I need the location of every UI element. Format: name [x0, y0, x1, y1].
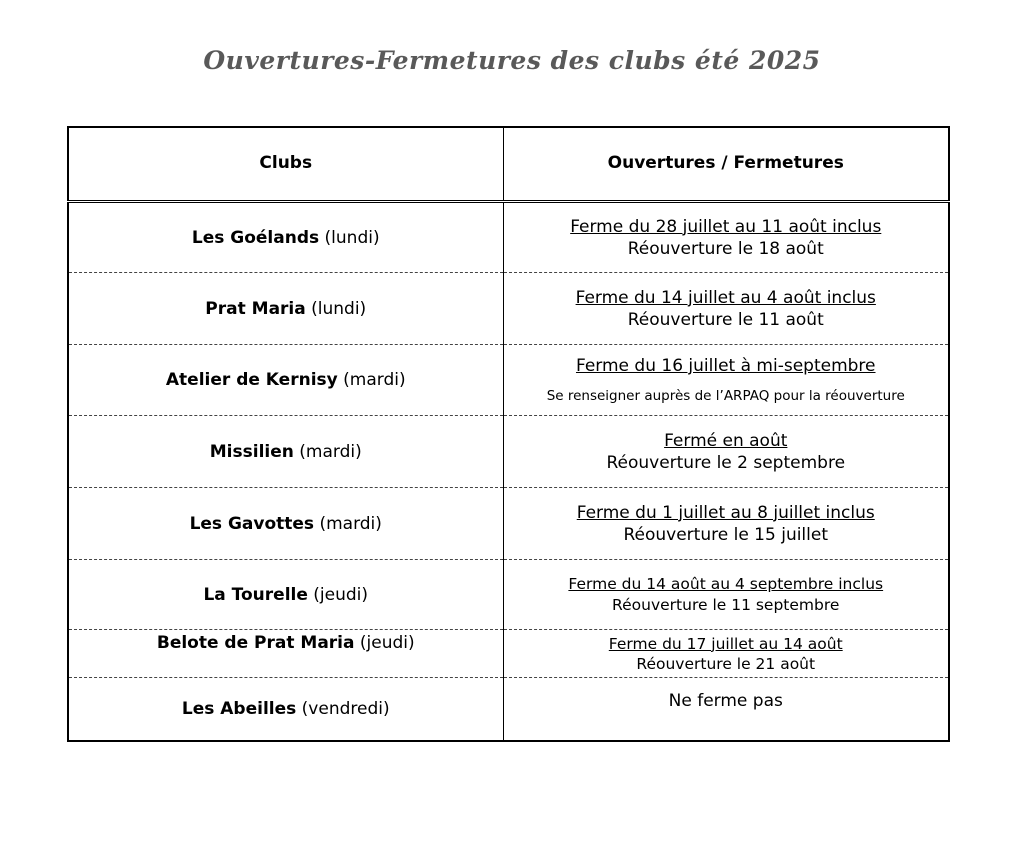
club-name: Belote de Prat Maria: [156, 633, 355, 653]
club-cell: [68, 678, 503, 741]
status-cell: [503, 416, 949, 488]
table-row: [68, 273, 949, 345]
closing-period: Ferme du 28 juillet au 11 août inclus: [570, 216, 882, 237]
club-name: La Tourelle: [203, 584, 308, 605]
club-cell: [68, 273, 503, 345]
table-header-row: [68, 127, 949, 202]
header-status: Ouvertures / Fermetures: [503, 127, 949, 202]
clubs-schedule-table: [67, 126, 950, 742]
table-row: [68, 560, 949, 630]
table-row: [68, 678, 949, 741]
club-day: (jeudi): [313, 584, 369, 605]
club-name: Atelier de Kernisy: [165, 370, 338, 390]
status-cell: [503, 630, 949, 678]
club-name: Missilien: [209, 441, 294, 462]
table-row: [68, 630, 949, 678]
club-day: (mardi): [343, 370, 406, 390]
page-title: Ouvertures-Fermetures des clubs été 2025: [203, 46, 821, 75]
closing-period: Ferme du 1 juillet au 8 juillet inclus: [576, 502, 875, 523]
reopening-date: Réouverture le 21 août: [636, 654, 816, 673]
club-day: (mardi): [319, 513, 382, 534]
status-text: Ne ferme pas: [668, 691, 783, 711]
club-day: (lundi): [324, 227, 380, 248]
closing-period: Ferme du 14 août au 4 septembre inclus: [568, 574, 884, 593]
reopening-date: Réouverture le 11 septembre: [612, 595, 840, 614]
status-cell: [503, 678, 949, 741]
status-cell: [503, 560, 949, 630]
status-cell: [503, 488, 949, 560]
closing-period: Ferme du 17 juillet au 14 août: [608, 634, 843, 653]
reopening-note: Se renseigner auprès de l’ARPAQ pour la réouverture: [546, 388, 905, 404]
reopening-date: Réouverture le 11 août: [627, 309, 824, 330]
club-cell: [68, 416, 503, 488]
club-name: Les Goélands: [191, 227, 320, 248]
club-name: Les Gavottes: [189, 513, 315, 534]
table-row: [68, 345, 949, 416]
club-day: (lundi): [311, 298, 367, 319]
club-cell: [68, 560, 503, 630]
club-cell: [68, 345, 503, 416]
club-day: (jeudi): [359, 633, 415, 653]
closing-period: Ferme du 16 juillet à mi-septembre: [575, 356, 876, 376]
club-day: (vendredi): [301, 698, 390, 719]
closing-period: Fermé en août: [664, 430, 788, 451]
reopening-date: Réouverture le 18 août: [627, 238, 824, 259]
table-row: [68, 488, 949, 560]
club-name: Prat Maria: [205, 298, 306, 319]
header-clubs: Clubs: [68, 127, 503, 202]
club-cell: [68, 630, 503, 678]
club-cell: [68, 202, 503, 273]
status-cell: [503, 273, 949, 345]
closing-period: Ferme du 14 juillet au 4 août inclus: [575, 287, 876, 308]
table-row: [68, 202, 949, 273]
status-cell: [503, 202, 949, 273]
reopening-date: Réouverture le 2 septembre: [606, 452, 846, 473]
reopening-date: Réouverture le 15 juillet: [623, 524, 829, 545]
club-name: Les Abeilles: [181, 698, 297, 719]
status-cell: [503, 345, 949, 416]
club-cell: [68, 488, 503, 560]
club-day: (mardi): [299, 441, 362, 462]
table-row: [68, 416, 949, 488]
